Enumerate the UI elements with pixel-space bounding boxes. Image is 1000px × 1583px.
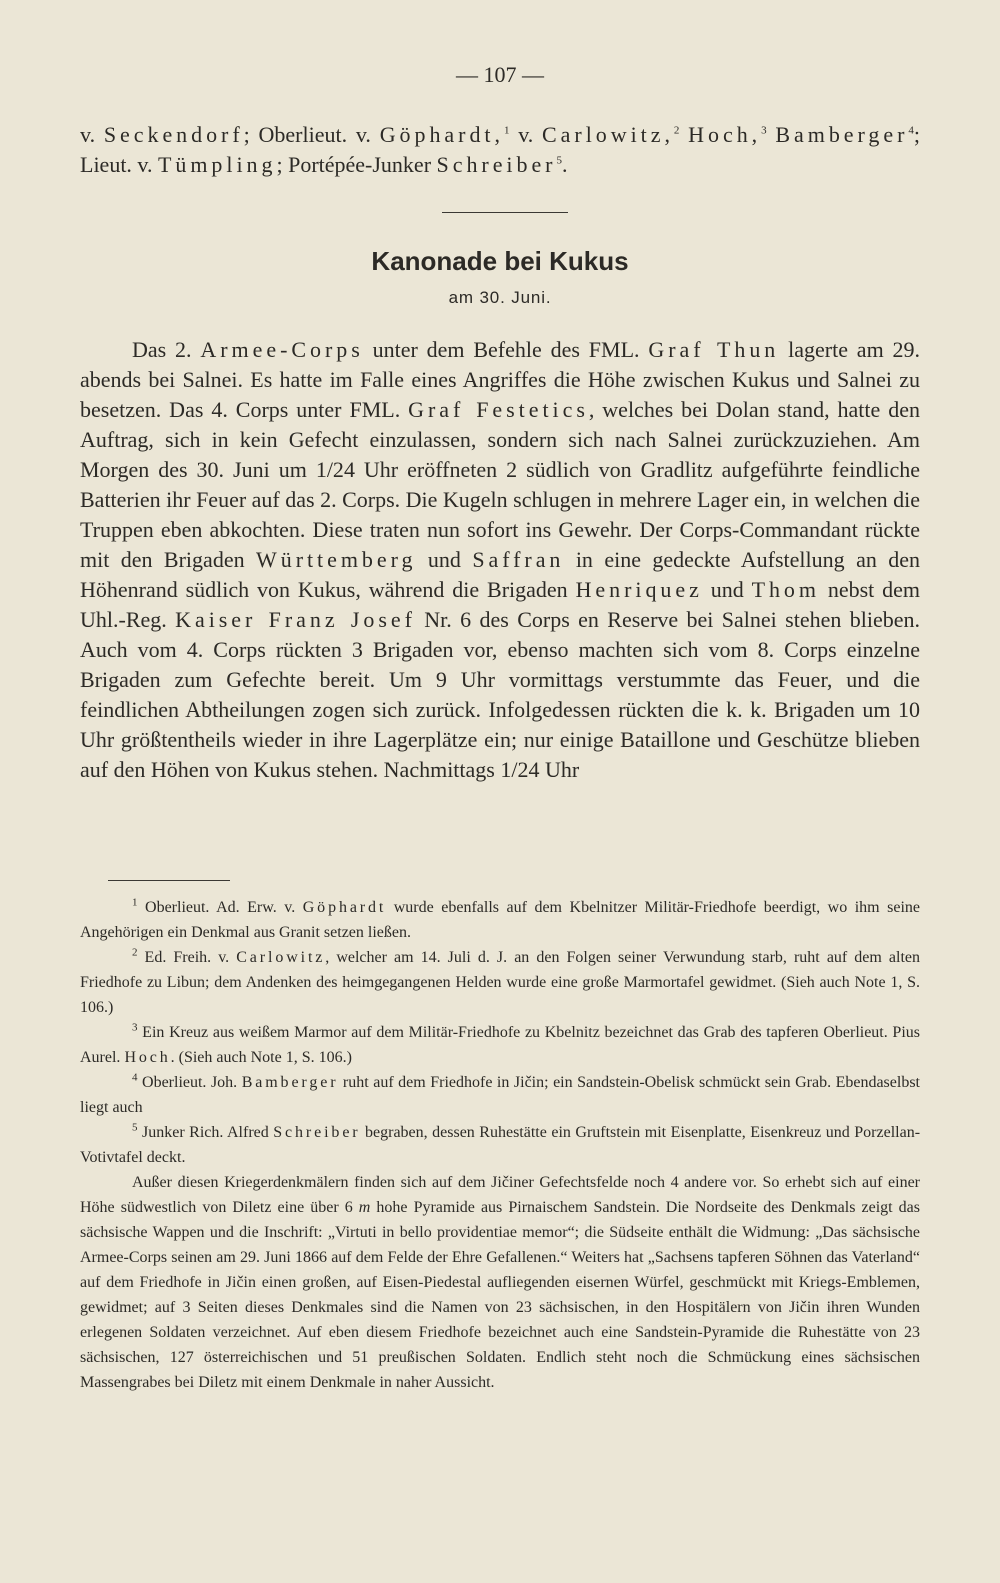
roster-name: Göphardt, <box>379 122 504 147</box>
person-name: Carlowitz <box>236 949 326 966</box>
brigade-name: Württemberg <box>256 547 417 572</box>
section-subtitle: am 30. Juni. <box>448 288 552 307</box>
footnote-ref: 5 <box>556 154 562 167</box>
roster-name: Hoch, <box>688 122 762 147</box>
roster-text: v. <box>80 122 96 147</box>
roster-text: v. <box>509 122 534 147</box>
text-run: unter dem Befehle des FML. <box>372 337 640 362</box>
main-paragraph <box>80 335 920 785</box>
footnote-4 <box>80 1070 920 1120</box>
footnote-text: Ein Kreuz aus weißem Marmor auf dem Militär-Friedhofe zu Kbelnitz bezeichnet das Grab des tapferen Oberlieut. Pius Aurel. <box>80 1024 920 1066</box>
text-run: 4 Uhr <box>528 757 580 782</box>
roster-name: Schreiber <box>436 152 557 177</box>
brigade-name: Henriquez <box>575 577 703 602</box>
footnote-number: 1 <box>132 896 138 909</box>
footnote-2 <box>80 945 920 1020</box>
text-run: und <box>710 577 744 602</box>
footnote-number: 2 <box>132 946 138 959</box>
footnote-text: Junker Rich. Alfred <box>137 1124 269 1141</box>
text-run: Nr. 6 des Corps en Reserve bei Salnei stehen blieben. Auch vom 4. Corps rückten 3 Brigaden vor, ebenso machten sich vom 8. Corps einzelne Brigaden zum Gefechte bereit. Um 9 Uhr vormittags verstummte das Feuer, und die feindlichen Abtheilungen zogen sich zurück. Infolgedessen rückten die k. k. Brigaden um 10 Uhr größtentheils wieder in ihre Lagerplätze ein; nur einige Bataillone und Geschütze blieben auf den Höhen von Kukus stehen. Nachmittags <box>80 607 920 782</box>
unit-name: Armee-Corps <box>200 337 364 362</box>
footnote-3 <box>80 1020 920 1070</box>
text-run: , welches bei Dolan stand, hatte den Auftrag, sich in kein Gefecht einzulassen, sondern sich nach Salnei zurückzuziehen. Am Morgen des 30. Juni um <box>80 397 920 482</box>
footnote-text: , welcher am 14. Juli d. J. an den Folgen seiner Verwundung starb, ruht auf dem alten Friedhofe zu Libun; dem Andenken des heimgegangenen Helden wurde eine große Marmortafel gewidmet. (Sieh auch Note 1, S. 106.) <box>80 949 920 1016</box>
brigade-name: Thom <box>751 577 820 602</box>
person-name: Göphardt <box>302 899 387 916</box>
text-run: 4 Uhr eröffneten 2 südlich von Gradlitz aufgeführte feindliche Batterien ihr Feuer auf das 2. Corps. Die Kugeln schlugen in mehrere Lager ein, in welchen die Truppen eben abkochten. Diese traten nun sofort ins Gewehr. Der Corps-Commandant rückte mit den Brigaden <box>80 457 920 572</box>
regiment-name: Kaiser Franz Josef <box>175 607 416 632</box>
fraction: 1/2 <box>500 757 529 782</box>
footnote-number: 4 <box>132 1071 138 1084</box>
fraction: 1/2 <box>315 457 344 482</box>
section-divider <box>442 212 568 213</box>
roster-name: Seckendorf <box>103 122 244 147</box>
footnote-ref: 3 <box>761 124 767 137</box>
footnote-text: Außer diesen Kriegerdenkmälern finden sich auf dem Jičiner Gefechtsfelde noch 4 andere vor. So erhebt sich auf einer Höhe südwestlich von Diletz eine über 6 <box>80 1174 920 1216</box>
page-number: — 107 — <box>456 62 544 87</box>
footnote-text: Ed. Freih. v. <box>137 949 230 966</box>
person-name: Bamberger <box>241 1074 339 1091</box>
footnote-text: Oberlieut. Joh. <box>137 1074 238 1091</box>
footnote-text: hohe Pyramide aus Pirnaischem Sandstein. Die Nordseite des Denkmals zeigt das sächsische Wappen und die Inschrift: „Virtuti in bello providentiae memor“; die Südseite enthält die Widmung: „Das sächsische Armee-Corps seinen am 29. Juni 1866 auf dem Felde der Ehre Gefallenen.“ Weiters hat „Sachsens tapferen Söhnen das Vaterland“ auf dem Friedhofe in Jičin einen großen, auf Eisen-Piedestal aufliegenden eisernen Würfel, geschmückt mit Kriegs-Emblemen, gewidmet; auf 3 Seiten dieses Denkmales sind die Namen von 23 sächsischen, in den Hospitälern von Jičin ihren Wunden erlegenen Soldaten verzeichnet. Auf eben diesem Friedhofe bezeichnet auch eine Sandstein-Pyramide die Ruhestätte von 23 sächsischen, 127 österreichischen und 51 preußischen Soldaten. Endlich steht noch die Schmückung eines sächsischen Massengrabes bei Diletz mit einem Denkmale in naher Aussicht. <box>80 1199 921 1391</box>
footnote-text: . (Sieh auch Note 1, S. 106.) <box>170 1049 352 1066</box>
person-name: Schreiber <box>273 1124 361 1141</box>
person-name: Graf Festetics <box>408 397 589 422</box>
footnote-number: 5 <box>132 1121 138 1134</box>
footnote-continuation <box>80 1170 920 1395</box>
text-run: in eine gedeckte Aufstellung an den Höhenrand südlich von Kukus, während die Brigaden <box>80 547 921 602</box>
text-run: Das 2. <box>132 337 192 362</box>
footnote-text: ruht auf dem Friedhofe in Jičin; ein Sandstein-Obelisk schmückt sein Grab. Ebendaselbst liegt auch <box>80 1074 921 1116</box>
footnote-text: Oberlieut. Ad. Erw. v. <box>137 899 296 916</box>
roster-name: Tümpling <box>158 152 277 177</box>
footnotes <box>80 895 920 1395</box>
footnote-number: 3 <box>132 1021 138 1034</box>
officer-roster <box>80 120 920 180</box>
footnote-text: wurde ebenfalls auf dem Kbelnitzer Militär-Friedhofe beerdigt, wo ihm seine Angehörigen ein Denkmal aus Granit setzen ließen. <box>80 899 921 941</box>
text-run: nebst dem Uhl.-Reg. <box>80 577 921 632</box>
person-name: Hoch <box>124 1049 171 1066</box>
footnote-1 <box>80 895 920 945</box>
unit-symbol: m <box>358 1199 371 1216</box>
footnote-5 <box>80 1120 920 1170</box>
footnote-ref: 4 <box>908 124 914 137</box>
footnote-text: begraben, dessen Ruhestätte ein Gruftstein mit Eisenplatte, Eisenkreuz und Porzellan-Votivtafel deckt. <box>80 1124 921 1166</box>
roster-text: ; Portépée-Junker <box>276 152 432 177</box>
footnote-ref: 1 <box>503 124 510 137</box>
roster-text: . <box>561 152 568 177</box>
section-title: Kanonade bei Kukus <box>371 246 629 276</box>
roster-text: ; Lieut. v. <box>80 122 920 177</box>
text-run: und <box>427 547 461 572</box>
footnote-ref: 2 <box>673 124 680 137</box>
text-run: lagerte am 29. abends bei Salnei. Es hatte im Falle eines Angriffes die Höhe zwischen Kukus und Salnei zu besetzen. Das 4. Corps unter FML. <box>80 337 921 422</box>
roster-name: Bamberger <box>775 122 909 147</box>
person-name: Graf Thun <box>648 337 780 362</box>
roster-text: ; Oberlieut. v. <box>243 122 371 147</box>
footnote-divider <box>108 880 230 881</box>
roster-name: Carlowitz, <box>542 122 674 147</box>
brigade-name: Saffran <box>472 547 565 572</box>
